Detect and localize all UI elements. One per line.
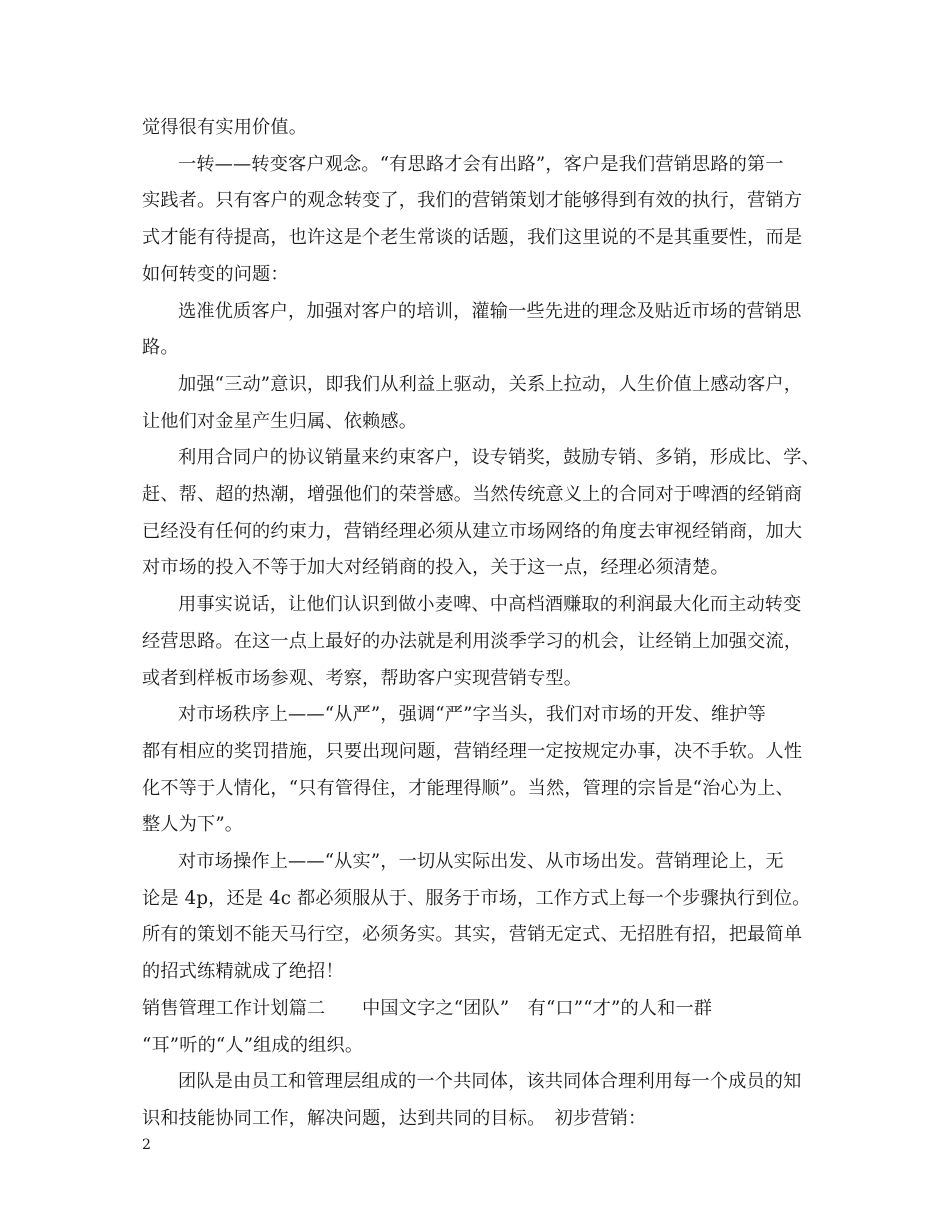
text-line: 一转——转变客户观念。“有思路才会有出路”，客户是我们营销思路的第一 xyxy=(178,153,784,175)
text-line: 已经没有任何的约束力，营销经理必须从建立市场网络的角度去审视经销商，加大 xyxy=(142,520,803,542)
text-line: 觉得很有实用价值。 xyxy=(142,117,308,138)
text-line: 加强“三动”意识，即我们从利益上驱动，关系上拉动，人生价值上感动客户， xyxy=(178,373,803,395)
text-line: 化不等于人情化，“只有管得住，才能理得顺”。当然，管理的宗旨是“治心为上、 xyxy=(142,777,794,799)
text-line: 选准优质客户，加强对客户的培训，灌输一些先进的理念及贴近市场的营销思 xyxy=(178,300,802,322)
text-line: 路。 xyxy=(142,337,179,359)
text-line: 经营思路。在这一点上最好的办法就是利用淡季学习的机会，让经销上加强交流， xyxy=(142,630,803,652)
document-body xyxy=(142,110,822,1138)
text-line: 的招式练精就成了绝招！ xyxy=(142,961,344,983)
text-line: 用事实说话，让他们认识到做小麦啤、中高档酒赚取的利润最大化而主动转变 xyxy=(178,594,802,616)
text-line: “耳”听的“人”组成的组织。 xyxy=(142,1034,364,1056)
text-line: 团队是由员工和管理层组成的一个共同体，该共同体合理利用每一个成员的知 xyxy=(178,1071,802,1093)
text-line: 赶、帮、超的热潮，增强他们的荣誉感。当然传统意义上的合同对于啤酒的经销商 xyxy=(142,484,803,506)
text-line: 整人为下”。 xyxy=(142,814,244,836)
text-line: 识和技能协同工作，解决问题，达到共同的目标。 初步营销： xyxy=(142,1107,647,1129)
text-line: 利用合同户的协议销量来约束客户，设专销奖，鼓励专销、多销，形成比、学、 xyxy=(178,447,820,469)
page-number: 2 xyxy=(142,1137,151,1153)
text-line: 都有相应的奖罚措施，只要出现问题，营销经理一定按规定办事，决不手软。人性 xyxy=(142,740,803,762)
text-line: 或者到样板市场参观、考察，帮助客户实现营销专型。 xyxy=(142,667,583,689)
text-line: 式才能有待提高，也许这是个老生常谈的话题，我们这里说的不是其重要性，而是 xyxy=(142,227,803,249)
text-line: 所有的策划不能天马行空，必须务实。其实，营销无定式、无招胜有招，把最简单 xyxy=(142,924,803,946)
text-line: 让他们对金星产生归属、依赖感。 xyxy=(142,410,418,432)
text-line: 论是 4p，还是 4c 都必须服从于、服务于市场，工作方式上每一个步骤执行到位。 xyxy=(142,887,811,909)
text-line: 对市场操作上——“从实”，一切从实际出发、从市场出发。营销理论上，无 xyxy=(178,851,784,873)
text-line: 对市场的投入不等于加大对经销商的投入，关于这一点，经理必须清楚。 xyxy=(142,557,729,579)
text-line: 对市场秩序上——“从严”，强调“严”字当头，我们对市场的开发、维护等 xyxy=(178,704,766,726)
text-line: 实践者。只有客户的观念转变了，我们的营销策划才能够得到有效的执行，营销方 xyxy=(142,190,803,212)
text-line: 如何转变的问题： xyxy=(142,263,289,285)
section-heading-line: 销售管理工作计划篇二 中国文字之“团队” 有“口”“才”的人和一群 xyxy=(142,997,713,1019)
